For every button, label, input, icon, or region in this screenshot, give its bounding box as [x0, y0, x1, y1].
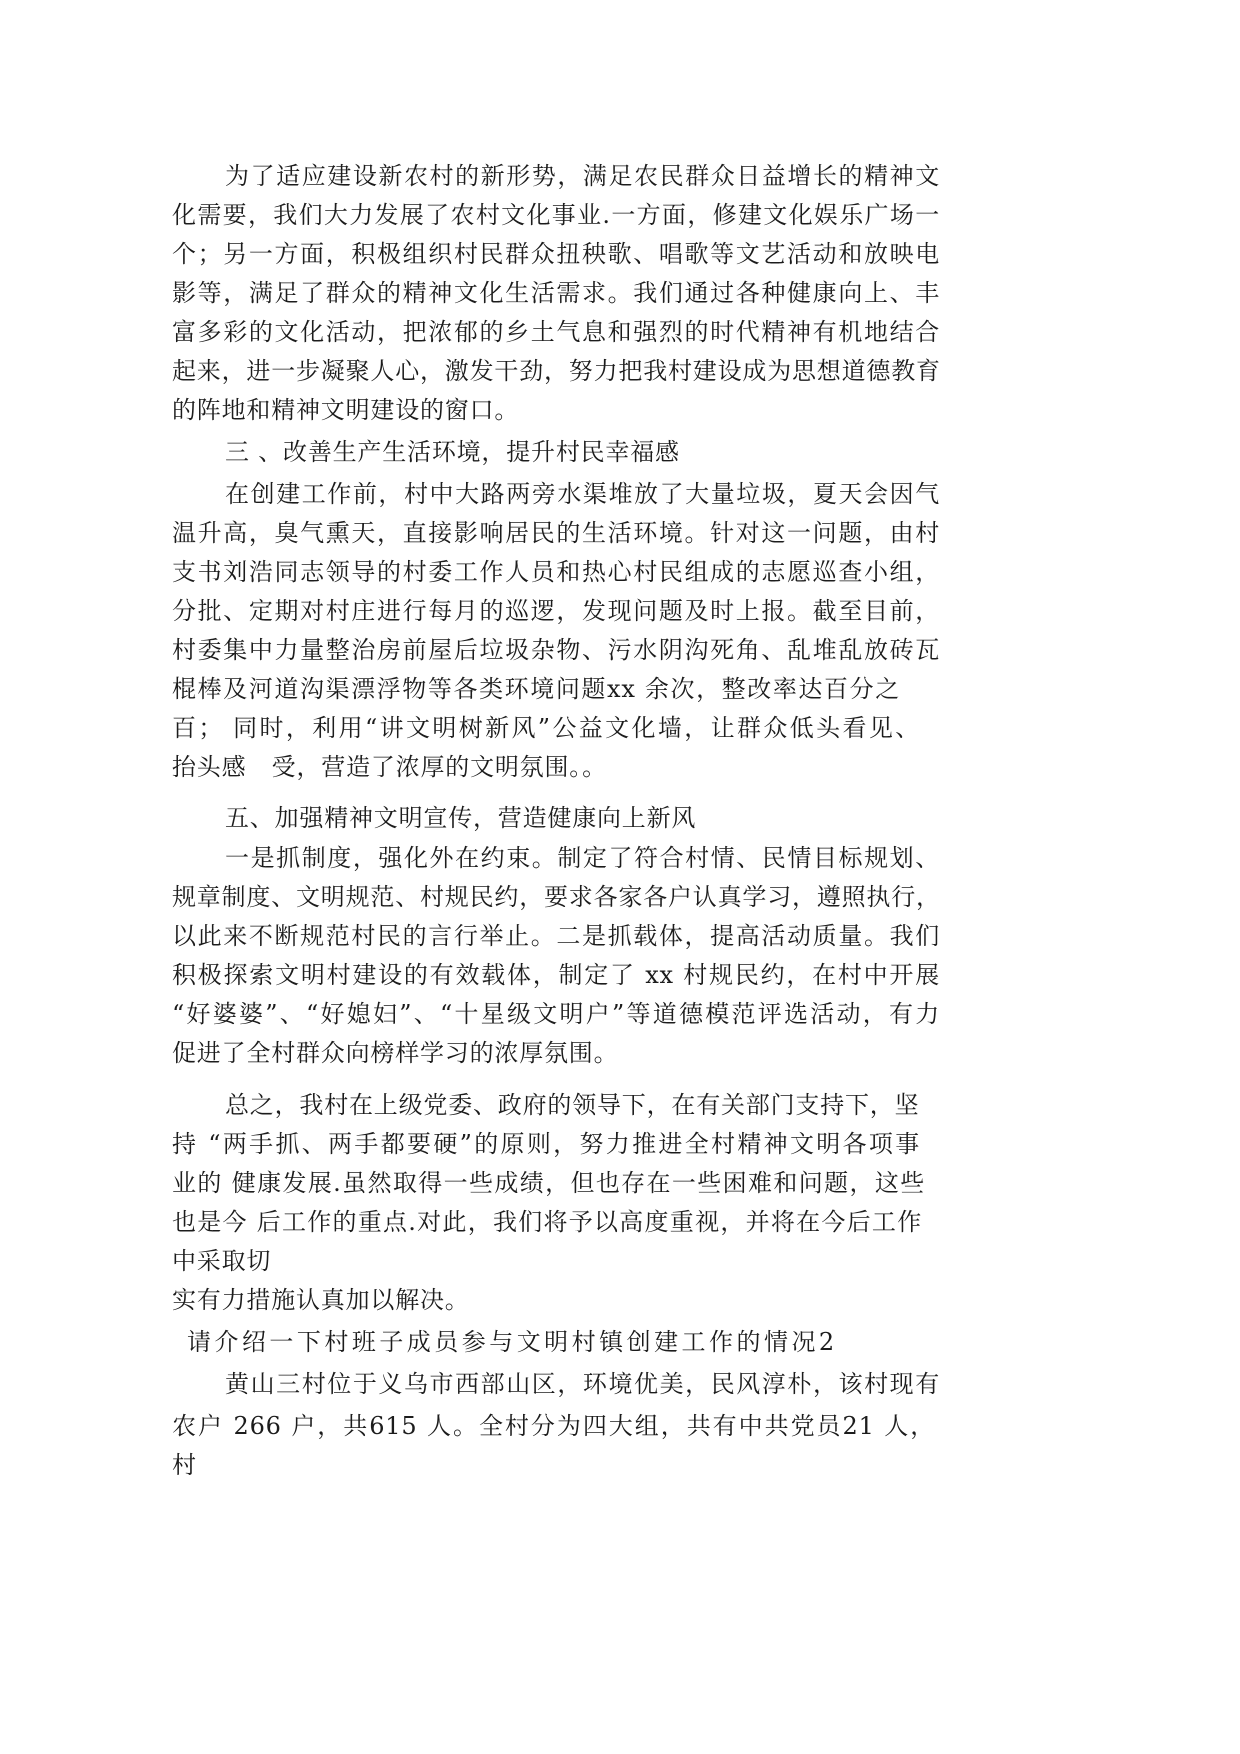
- text-line: 起来，进一步凝聚人心，激发干劲，努力把我村建设成为思想道德教育: [172, 357, 941, 385]
- text-line: “好婆婆”、“好媳妇”、“十星级文明户”等道德模范评选活动，有力: [172, 1000, 940, 1028]
- text-line: 温升高，臭气熏天，直接影响居民的生活环境。针对这一问题，由村: [172, 519, 940, 547]
- article-title: 请介绍一下村班子成员参与文明村镇创建工作的情况2: [187, 1328, 835, 1356]
- text-line: 实有力措施认真加以解决。: [172, 1286, 470, 1314]
- text-line: 化需要，我们大力发展了农村文化事业.一方面，修建文化娱乐广场一: [172, 201, 940, 229]
- text-line: 黄山三村位于义乌市西部山区，环境优美，民风淳朴，该村现有: [225, 1370, 940, 1398]
- text-line: 也是今 后工作的重点.对此，我们将予以高度重视，并将在今后工作: [172, 1208, 922, 1236]
- text-line: 规章制度、文明规范、村规民约，要求各家各户认真学习，遵照执行，: [172, 883, 941, 911]
- text-line: 持 “两手抓、两手都要硬”的原则，努力推进全村精神文明各项事: [172, 1130, 920, 1158]
- paragraph-rural-culture: [172, 157, 940, 430]
- text-line: 村委集中力量整治房前屋后垃圾杂物、污水阴沟死角、乱堆乱放砖瓦: [172, 636, 940, 664]
- section-heading: 五、加强精神文明宣传，营造健康向上新风: [225, 804, 697, 832]
- text-line: 在创建工作前，村中大路两旁水渠堆放了大量垃圾，夏天会因气: [225, 480, 940, 508]
- text-line: 村: [172, 1451, 197, 1479]
- text-line: 影等，满足了群众的精神文化生活需求。我们通过各种健康向上、丰: [172, 279, 940, 307]
- section-heading: 三 、改善生产生活环境，提升村民幸福感: [225, 438, 680, 466]
- text-line: 促进了全村群众向榜样学习的浓厚氛围。: [172, 1039, 619, 1067]
- text-line: 业的 健康发展.虽然取得一些成绩，但也存在一些困难和问题，这些: [172, 1169, 925, 1197]
- paragraph-publicity: [172, 839, 940, 1073]
- text-line: 支书刘浩同志领导的村委工作人员和热心村民组成的志愿巡查小组，: [172, 558, 940, 586]
- paragraph-huangshan-village: [172, 1365, 940, 1485]
- text-line: 以此来不断规范村民的言行举止。二是抓载体，提高活动质量。我们: [172, 922, 940, 950]
- document-body: [172, 157, 940, 1485]
- text-line: 积极探索文明村建设的有效载体，制定了 xx 村规民约，在村中开展: [172, 961, 940, 989]
- text-line: 为了适应建设新农村的新形势，满足农民群众日益增长的精神文: [225, 162, 940, 190]
- text-line: 抬头感 受，营造了浓厚的文明氛围。。: [172, 753, 607, 781]
- text-line: 富多彩的文化活动，把浓郁的乡土气息和强烈的时代精神有机地结合: [172, 318, 940, 346]
- text-line: 的阵地和精神文明建设的窗口。: [172, 396, 520, 424]
- text-line: 一是抓制度，强化外在约束。制定了符合村情、民情目标规划、: [225, 844, 940, 872]
- text-line: 棍棒及河道沟渠漂浮物等各类环境问题xx 余次，整改率达百分之: [172, 675, 900, 703]
- text-line: 农户 266 户，共615 人。全村分为四大组，共有中共党员21 人，: [172, 1412, 935, 1440]
- text-line: 总之，我村在上级党委、政府的领导下，在有关部门支持下，坚: [225, 1091, 920, 1119]
- paragraph-conclusion: [172, 1086, 940, 1320]
- text-line: 分批、定期对村庄进行每月的巡逻，发现问题及时上报。截至目前，: [172, 597, 940, 625]
- text-line: 中采取切: [172, 1247, 272, 1275]
- text-line: 个；另一方面，积极组织村民群众扭秧歌、唱歌等文艺活动和放映电: [172, 240, 940, 268]
- paragraph-environment: [172, 475, 940, 787]
- text-line: 百； 同时，利用“讲文明树新风”公益文化墙，让群众低头看见、: [172, 714, 920, 742]
